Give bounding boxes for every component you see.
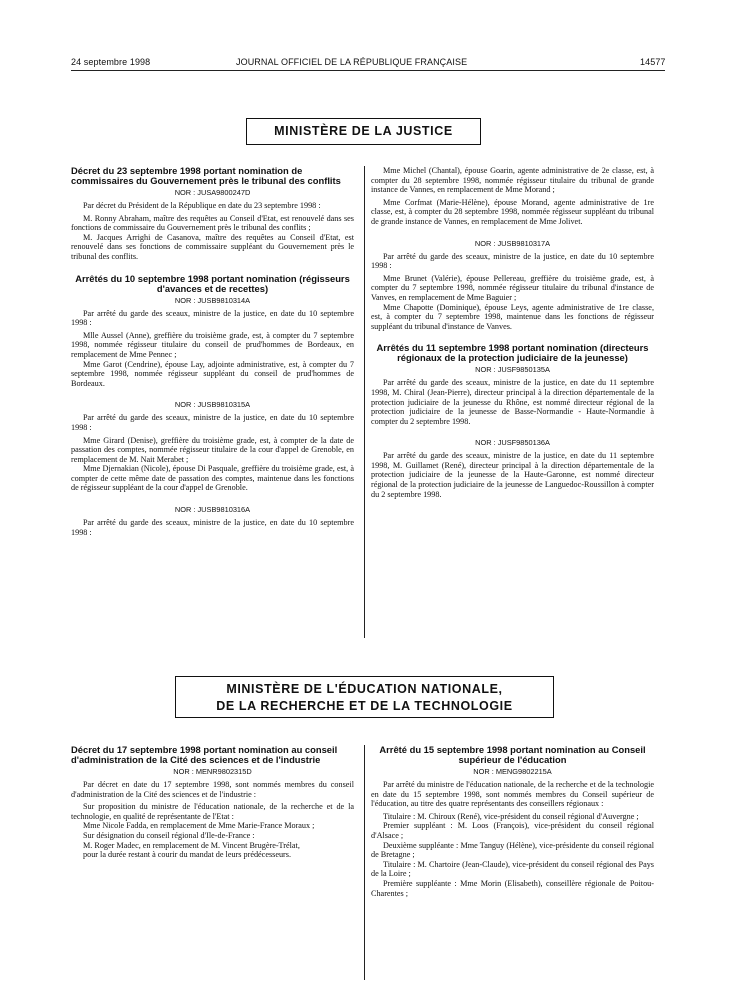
- text-block: [71, 274, 354, 389]
- nor-reference: NOR : JUSF9850135A: [475, 365, 550, 375]
- nor-reference: NOR : JUSB9810314A: [174, 295, 251, 305]
- paragraph: M. Ronny Abraham, maître des requêtes au Conseil d'Etat, est renouvelé dans ses fonctions de commissaire du Gouvernement près le tribunal des conflits ;: [71, 213, 354, 233]
- text-block: [71, 745, 354, 860]
- justice-left-column: [71, 166, 354, 549]
- decree-title: Décret du 17 septembre 1998 portant nomination au conseil d'administration de la Cité des sciences et de l'industrie: [71, 744, 338, 765]
- paragraph: Mme Nicole Fadda, en remplacement de Mme Marie-France Moraux ;: [83, 821, 315, 831]
- column-divider: [364, 166, 365, 638]
- nor-reference: NOR : JUSB9810317A: [474, 238, 551, 248]
- ministry-education-title: [175, 676, 554, 718]
- decree-title: Arrêtés du 11 septembre 1998 portant nomination (directeurs régionaux de la protection judiciaire de la jeunesse): [376, 342, 649, 364]
- text-block: [71, 505, 354, 537]
- paragraph: Par arrêté du garde des sceaux, ministre de la justice, en date du 10 septembre 1998 :: [371, 251, 654, 271]
- paragraph: Par arrêté du garde des sceaux, ministre de la justice, en date du 10 septembre 1998 :: [71, 518, 354, 537]
- paragraph: Sur désignation du conseil régional d'Ile-de-France :: [83, 830, 255, 840]
- paragraph: Mme Girard (Denise), greffière du troisième grade, est, à compter de la date de passation des comptes, nommée régisseur titulaire de la cour d'appel de Grenoble, en remplacement de M. Nait Merabet ;: [71, 435, 354, 464]
- header-journal-title: JOURNAL OFFICIEL DE LA RÉPUBLIQUE FRANÇAISE: [236, 57, 468, 67]
- paragraph: Mme Brunet (Valérie), épouse Pellereau, greffière du troisième grade, est, à compter du 7 septembre 1998, nommée régisseur titulaire du tribunal d'instance de Vanves, en remplacement de Mme Baguier ;: [371, 273, 654, 302]
- paragraph: pour la durée restant à courir du mandat de leurs prédécesseurs.: [83, 850, 292, 860]
- paragraph: Mme Djernakian (Nicole), épouse Di Pasquale, greffière du troisième grade, est, à compter de cette même date de passation des comptes, maintenue dans les fonctions de régisseur suppléant de la cour d'appel de Grenoble.: [71, 464, 354, 493]
- column-divider: [364, 745, 365, 980]
- paragraph: Première suppléante : Mme Morin (Elisabeth), conseillère régionale de Poitou-Charentes ;: [371, 878, 654, 898]
- nor-reference: NOR : JUSB9810315A: [174, 400, 251, 410]
- paragraph: Mme Chapotte (Dominique), épouse Leys, agente administrative de 1re classe, est, à compter du 7 septembre 1998, maintenue dans les fonctions de régisseur suppléant du tribunal d'instance de Vanves.: [371, 302, 654, 331]
- justice-right-column: [371, 166, 654, 511]
- paragraph: Deuxième suppléante : Mme Tanguy (Hélène), vice-présidente du conseil régional de Bretagne ;: [371, 840, 654, 860]
- paragraph: Mlle Aussel (Anne), greffière du troisième grade, est, à compter du 7 septembre 1998, nommée régisseur titulaire du conseil de prud'hommes de Bordeaux, en remplacement de Mme Pennec ;: [71, 330, 354, 359]
- header-page-number: 14577: [640, 57, 666, 67]
- decree-title: Arrêtés du 10 septembre 1998 portant nomination (régisseurs d'avances et de recettes): [75, 272, 350, 294]
- decree-title: Arrêté du 15 septembre 1998 portant nomination au Conseil supérieur de l'éducation: [379, 744, 646, 765]
- nor-reference: NOR : MENG9802215A: [473, 767, 552, 776]
- paragraph: Par arrêté du ministre de l'éducation nationale, de la recherche et de la technologie en date du 15 septembre 1998, sont nommés membres du Conseil supérieur de l'éducation, au titre des quatre représentants des conseillers régionaux :: [371, 780, 654, 809]
- text-block: [71, 166, 354, 262]
- paragraph: Mme Michel (Chantal), épouse Goarin, agente administrative de 2e classe, est, à compter du 28 septembre 1998, nommée régisseur titulaire du tribunal de grande instance de Vannes, en remplacement de Mme Morand ;: [371, 166, 654, 195]
- paragraph: Sur proposition du ministre de l'éducation nationale, de la recherche et de la technologie, en qualité de représentante de l'Etat :: [71, 802, 354, 821]
- decree-title: Décret du 23 septembre 1998 portant nomination de commissaires du Gouvernement près le tribunal des conflits: [71, 165, 341, 186]
- nor-reference: NOR : JUSB9810316A: [174, 505, 251, 515]
- header-date: 24 septembre 1998: [71, 57, 151, 67]
- paragraph: Par décret en date du 17 septembre 1998, sont nommés membres du conseil d'administration de la Cité des sciences et de l'industrie :: [71, 780, 354, 799]
- header-rule: [71, 70, 665, 71]
- paragraph: Par arrêté du garde des sceaux, ministre de la justice, en date du 11 septembre 1998, M. Guillamet (René), directeur principal à la direction départementale de la protection judiciaire de la jeunesse de la Haute-Garonne, est nommé directeur régional de la protection judiciaire de la jeunesse de Languedoc-Roussillon à compter du 2 septembre 1998.: [371, 451, 654, 499]
- nor-reference: NOR : MENR9802315D: [173, 767, 252, 776]
- paragraph: Mme Corfmat (Marie-Hélène), épouse Morand, agente administrative de 1re classe, est, à compter du 28 septembre 1998, nommée régisseur suppléant du tribunal de grande instance de Vannes, en remplacement de Mme Jolivet.: [371, 197, 654, 226]
- ministry-education-title-line1: MINISTÈRE DE L'ÉDUCATION NATIONALE,: [226, 682, 503, 696]
- nor-reference: NOR : JUSF9850136A: [475, 438, 550, 448]
- paragraph: Par arrêté du garde des sceaux, ministre de la justice, en date du 11 septembre 1998, M. Chiral (Jean-Pierre), directeur principal à la direction départementale de la protection judiciaire de la jeunesse du Rhône, est nommé directeur régional de la protection judiciaire de la jeunesse de Basse-Normandie - Haute-Normandie à compter du 2 septembre 1998.: [371, 378, 654, 426]
- paragraph: Par décret du Président de la République en date du 23 septembre 1998 :: [83, 201, 321, 210]
- paragraph: Titulaire : M. Chiroux (René), vice-président du conseil régional d'Auvergne ;: [383, 811, 639, 821]
- education-right-column: [371, 745, 654, 910]
- text-block: [371, 745, 654, 898]
- paragraph: Mme Garot (Cendrine), épouse Lay, adjointe administrative, est, à compter du 7 septembre 1998, nommée régisseur suppléant du conseil de prud'hommes de Bordeaux.: [71, 359, 354, 388]
- paragraph: Titulaire : M. Chartoire (Jean-Claude), vice-président du conseil régional des Pays de la Loire ;: [371, 859, 654, 879]
- text-block: [371, 438, 654, 499]
- education-left-column: [71, 745, 354, 872]
- paragraph: M. Roger Madec, en remplacement de M. Vincent Brugère-Trélat,: [83, 840, 300, 850]
- paragraph: Par arrêté du garde des sceaux, ministre de la justice, en date du 10 septembre 1998 :: [71, 308, 354, 328]
- ministry-justice-title: MINISTÈRE DE LA JUSTICE: [246, 118, 481, 145]
- ministry-education-title-line2: DE LA RECHERCHE ET DE LA TECHNOLOGIE: [216, 699, 513, 713]
- paragraph: Par arrêté du garde des sceaux, ministre de la justice, en date du 10 septembre 1998 :: [71, 413, 354, 432]
- text-block: [371, 343, 654, 426]
- text-block: [371, 166, 654, 227]
- paragraph: Premier suppléant : M. Loos (François), vice-président du conseil régional d'Alsace ;: [371, 821, 654, 840]
- nor-reference: NOR : JUSA9800247D: [174, 188, 251, 197]
- paragraph: M. Jacques Arrighi de Casanova, maître des requêtes au Conseil d'Etat, est renouvelé dans ses fonctions de commissaire suppléant du Gouvernement près le tribunal des conflits.: [71, 232, 354, 261]
- text-block: [371, 239, 654, 332]
- text-block: [71, 400, 354, 493]
